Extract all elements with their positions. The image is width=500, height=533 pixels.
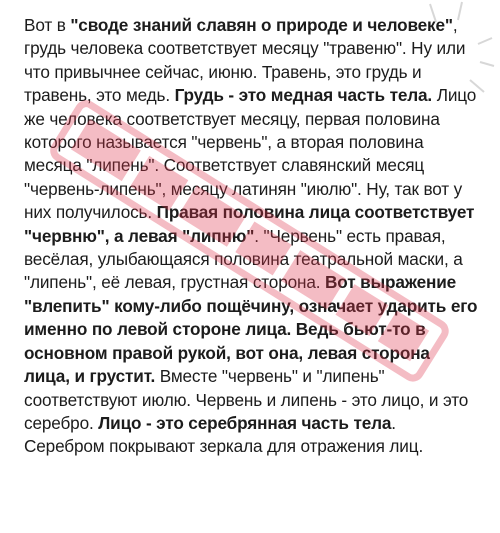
bold-phrase: "своде знаний славян о природе и человеке" xyxy=(70,15,453,35)
text-segment: , грудь человека соответствует месяцу "травеню". Ну или что привычнее сейчас, июню. Травень, это грудь и травень, это медь. xyxy=(24,15,466,106)
bold-phrase: Лицо - это серебрянная часть тела xyxy=(98,412,392,433)
text-segment: Лицо же человека соответствует месяцу, первая половина которого называется "червень", а вторая половина месяца "липень". Соответствует славянский месяц "червень-липень", месяцу латинян "июлю". Ну, так вот у них получилось. xyxy=(24,85,477,223)
bold-phrase: Вот выражение "влепить" кому-либо пощёчину, означает ударить его именно по левой стороне лица. Ведь бьют-то в основном правой рукой, вот она, левая сторона лица, и грустит. xyxy=(24,272,478,387)
text-segment: . "Червень" есть правая, весёлая, улыбающаяся половина театральной маски, а "липень", её левая, грустная сторона. xyxy=(24,225,463,293)
bold-phrase: Грудь - это медная часть тела. xyxy=(174,85,433,106)
text-segment: Вот в xyxy=(24,15,71,35)
text-segment: . Серебром покрывают зеркала для отражения лиц. xyxy=(24,412,424,457)
article-text xyxy=(24,14,480,459)
bold-phrase: Правая половина лица соответствует "червню", а левая "липню" xyxy=(24,202,475,246)
text-segment: Вместе "червень" и "липень" соответствуют июлю. Червень и липень - это лицо, и это серебро. xyxy=(24,366,469,433)
